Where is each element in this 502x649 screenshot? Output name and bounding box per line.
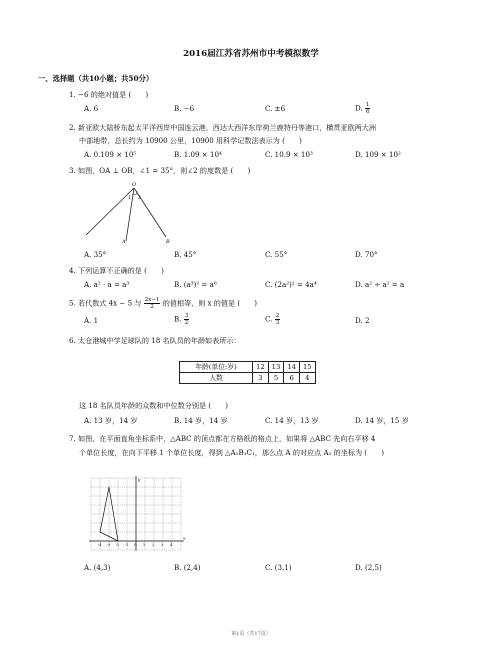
q5-option-c: C. $\frac{2}{3}$ bbox=[265, 313, 280, 326]
table-cell: 5 bbox=[268, 373, 284, 384]
q3-label-2: 2 bbox=[138, 196, 141, 201]
q7-stem-line2: 个单位长度，在向下平移 1 个单位长度，得到 △A₁B₁C₁，那么点 A 的对应点 A₁ 的坐标为 ( ) bbox=[79, 448, 385, 457]
table-header-cell: 年龄(单位:岁) bbox=[180, 362, 253, 373]
q3-label-o: O bbox=[132, 182, 137, 188]
q4-stem: 4. 下列运算不正确的是 ( ) bbox=[69, 266, 164, 275]
x-tick-label: -3 bbox=[107, 543, 111, 547]
table-row bbox=[180, 373, 316, 384]
q4-option-b: B. (a³)² = a⁶ bbox=[174, 280, 217, 289]
page-footer: 第1页（共17页） bbox=[231, 631, 271, 637]
q7-coordinate-grid bbox=[86, 476, 186, 558]
table-cell: 6 bbox=[284, 373, 300, 384]
q3-option-d: D. 70° bbox=[355, 250, 378, 259]
q5-option-d: D. 2 bbox=[355, 316, 370, 325]
q4-option-a: A. a² · a = a³ bbox=[84, 280, 130, 289]
q4-option-d: D. a² ÷ a² = a bbox=[355, 280, 405, 289]
table-row bbox=[180, 362, 316, 373]
q3-option-c: C. 55° bbox=[265, 250, 288, 259]
q7-stem-line1: 7. 如图，在平面直角坐标系中，△ABC 的顶点都在方格纸的格点上，如果将 △ABC 先向右平移 4 bbox=[69, 434, 376, 443]
q2-option-d: D. 109 × 10² bbox=[355, 150, 401, 159]
q3-option-b: B. 45° bbox=[174, 250, 197, 259]
table-cell: 12 bbox=[253, 362, 269, 373]
q3-angle-figure bbox=[84, 183, 184, 243]
q6-stem: 6. 太仓港城中学足球队的 18 名队员的年龄如表所示： bbox=[69, 336, 241, 345]
y-axis-label: y bbox=[138, 477, 141, 482]
q6-option-c: C. 14 岁，13 岁 bbox=[265, 416, 319, 425]
q7-option-d: D. (2,5) bbox=[355, 563, 382, 572]
q5-option-b: B. $\frac{3}{2}$ bbox=[174, 313, 189, 326]
q3-label-b: B bbox=[166, 239, 170, 245]
section-heading: 一、选择题（共10小题；共50分） bbox=[38, 74, 154, 83]
q4-option-c: C. (2a²)² = 4a⁴ bbox=[265, 280, 317, 289]
q6-option-d: D. 14 岁，15 岁 bbox=[355, 416, 409, 425]
q1-option-d: D. $\frac{1}{6}$ bbox=[355, 102, 370, 115]
x-tick-label: 4 bbox=[170, 543, 173, 547]
q6-option-a: A. 13 岁，14 岁 bbox=[84, 416, 138, 425]
q3-label-a: A bbox=[122, 239, 126, 245]
q2-stem-line2: 中部地带，总长约为 10900 公里，10900 用科学记数法表示为 ( ) bbox=[79, 136, 302, 145]
table-cell: 15 bbox=[299, 362, 315, 373]
q1-option-c: C. ±6 bbox=[265, 104, 286, 113]
q1-option-b: B. −6 bbox=[174, 104, 195, 113]
table-cell: 13 bbox=[268, 362, 284, 373]
q2-option-b: B. 1.09 × 10⁴ bbox=[174, 150, 222, 159]
table-header-cell: 人数 bbox=[180, 373, 253, 384]
x-tick-label: -4 bbox=[98, 543, 102, 547]
q5-stem: 5. 若代数式 4x − 5 与 $\frac{2x-1}{2}$ 的值相等，则 x 的值是 ( ) bbox=[69, 297, 258, 310]
q3-stem: 3. 如图，OA ⊥ OB，∠1 = 35°，则∠2 的度数是 ( ) bbox=[69, 166, 251, 175]
q2-option-c: C. 10.9 × 10³ bbox=[265, 150, 313, 159]
q6-age-table bbox=[179, 361, 316, 384]
q6-followup: 这 18 名队员年龄的众数和中位数分别是 ( ) bbox=[79, 401, 229, 410]
q7-option-b: B. (2,4) bbox=[174, 563, 201, 572]
x-axis-label: x bbox=[183, 535, 186, 541]
x-tick-label: -2 bbox=[116, 543, 120, 547]
table-cell: 4 bbox=[299, 373, 315, 384]
q3-label-1: 1 bbox=[128, 196, 131, 201]
q2-option-a: A. 0.109 × 10⁵ bbox=[84, 150, 137, 159]
q7-option-a: A. (4,3) bbox=[84, 563, 111, 572]
q5-option-a: A. 1 bbox=[84, 316, 99, 325]
x-tick-label: 3 bbox=[161, 543, 164, 547]
q3-option-a: A. 35° bbox=[84, 250, 107, 259]
table-cell: 14 bbox=[284, 362, 300, 373]
q6-option-b: B. 14 岁，14 岁 bbox=[174, 416, 228, 425]
x-tick-label: 2 bbox=[152, 543, 155, 547]
q3-ray-left bbox=[86, 188, 134, 235]
q1-option-a: A. 6 bbox=[84, 104, 99, 113]
x-tick-label: O bbox=[134, 543, 137, 547]
q7-option-c: C. (3,1) bbox=[265, 563, 292, 572]
page-title: 2016届江苏省苏州市中考模拟数学 bbox=[183, 49, 319, 59]
x-tick-label: -1 bbox=[125, 543, 129, 547]
x-tick-label: 1 bbox=[143, 543, 146, 547]
q2-stem-line1: 2. 新亚欧大陆桥东起太平洋西岸中国连云港，西达大西洋东岸荷兰鹿特丹等港口，横贯亚欧两大洲 bbox=[69, 123, 376, 132]
q1-stem: 1. −6 的绝对值是 ( ) bbox=[69, 90, 149, 99]
table-cell: 3 bbox=[253, 373, 269, 384]
